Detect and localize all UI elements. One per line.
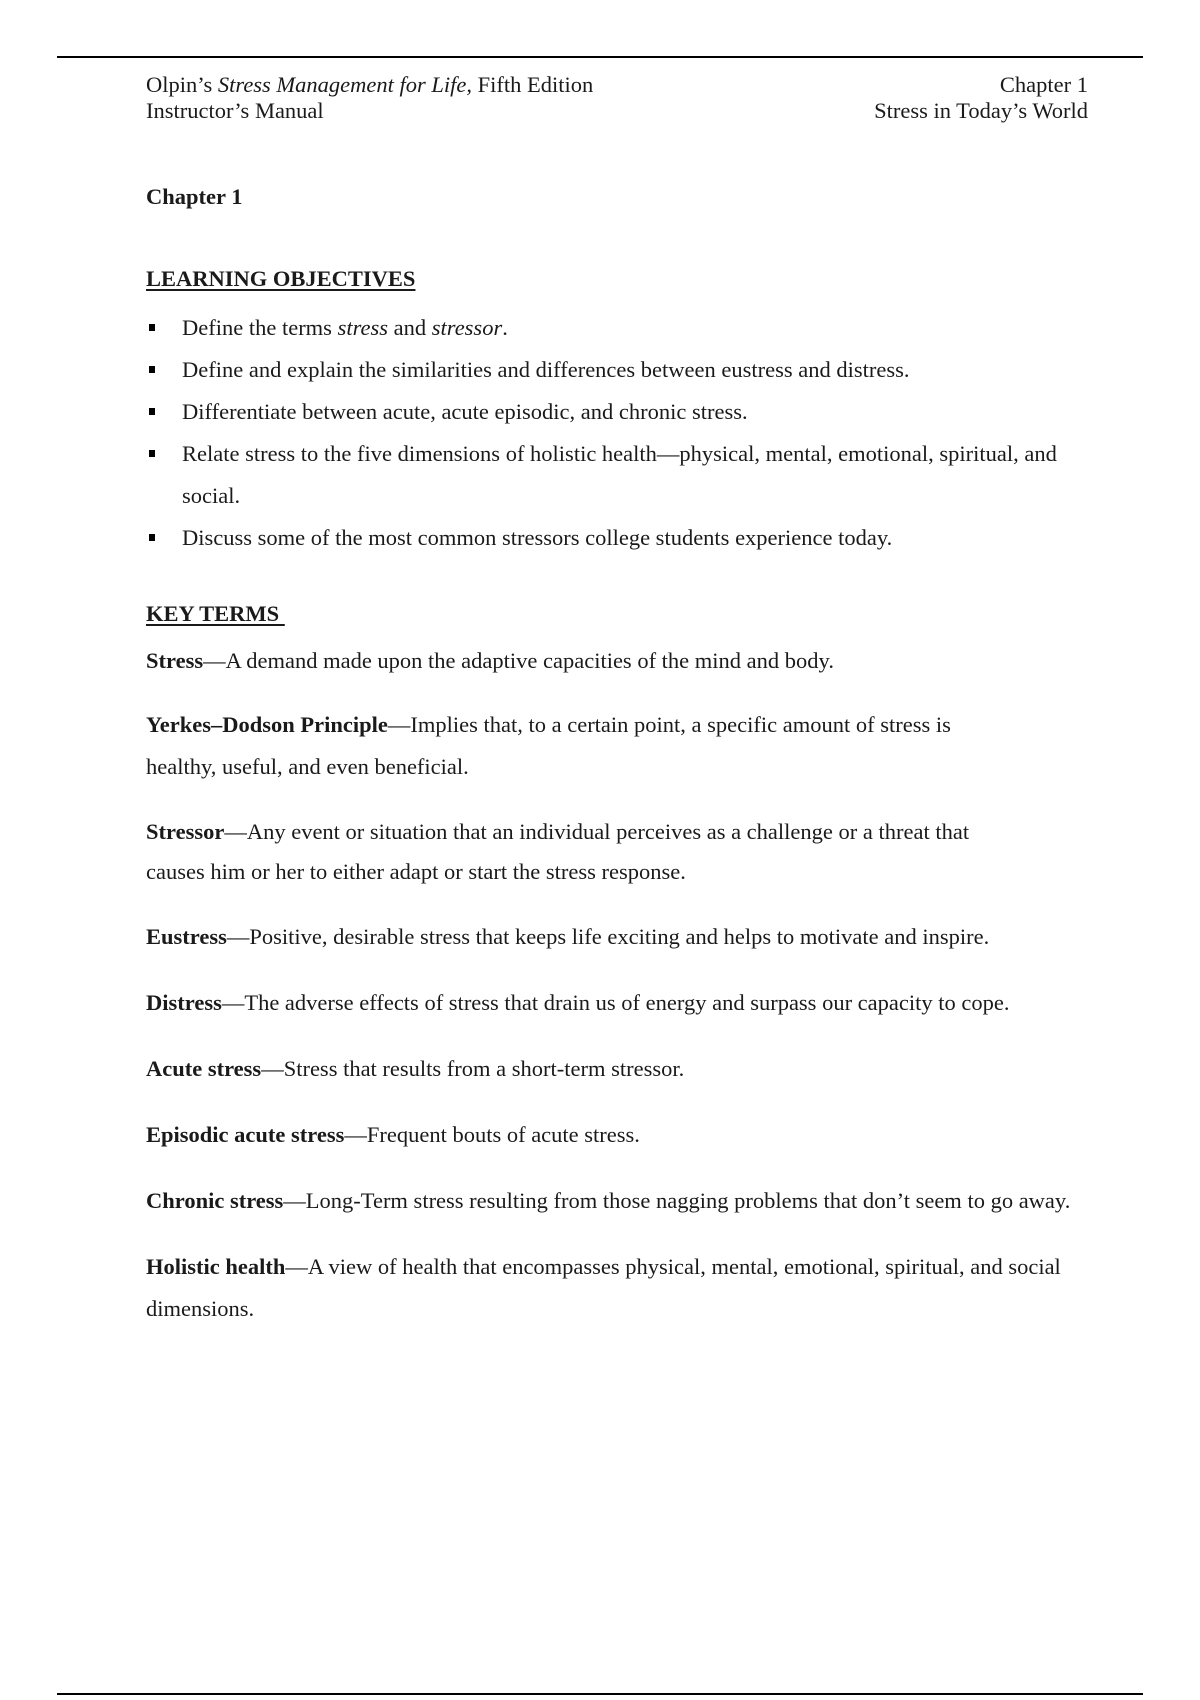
term-name: Acute stress xyxy=(146,1056,262,1081)
term-definition: —Frequent bouts of acute stress. xyxy=(344,1122,640,1147)
term-name: Yerkes–Dodson Principle xyxy=(146,712,388,737)
list-item: Relate stress to the five dimensions of holistic health—physical, mental, emotional, spiritual, and social. xyxy=(146,433,1096,517)
chapter-title: Stress in Today’s World xyxy=(874,98,1088,123)
key-terms-heading: KEY TERMS xyxy=(146,601,285,626)
key-terms-list xyxy=(146,640,1091,1354)
term-entry xyxy=(146,1246,1091,1330)
header-rule xyxy=(57,56,1143,58)
list-item: Define and explain the similarities and differences between eustress and distress. xyxy=(146,349,1096,391)
book-title: Stress Management for Life, xyxy=(217,72,473,97)
chapter-heading: Chapter 1 xyxy=(146,184,243,209)
term-definition: —Positive, desirable stress that keeps life exciting and helps to motivate and inspire. xyxy=(226,924,990,949)
term-entry xyxy=(146,812,1006,892)
term-stressor: stressor xyxy=(431,315,503,340)
term-entry xyxy=(146,704,1026,788)
footer-rule xyxy=(57,1693,1143,1695)
list-item: Differentiate between acute, acute episodic, and chronic stress. xyxy=(146,391,1096,433)
term-definition: —Stress that results from a short-term stressor. xyxy=(261,1056,685,1081)
term-definition: —A demand made upon the adaptive capacities of the mind and body. xyxy=(203,648,834,673)
learning-objectives-heading: LEARNING OBJECTIVES xyxy=(146,266,416,291)
chapter-label: Chapter 1 xyxy=(999,72,1088,97)
running-header xyxy=(146,72,1088,124)
bullet-icon xyxy=(149,324,155,331)
term-name: Distress xyxy=(146,990,222,1015)
learning-objectives-list xyxy=(146,307,1096,559)
bullet-icon xyxy=(149,450,155,457)
term-entry xyxy=(146,640,1091,682)
term-stress: stress xyxy=(337,315,389,340)
term-definition: —A view of health that encompasses physical, mental, emotional, spiritual, and social dimensions. xyxy=(146,1254,1061,1321)
term-name: Chronic stress xyxy=(146,1188,284,1213)
term-entry xyxy=(146,1114,1091,1156)
term-definition: —Long-Term stress resulting from those nagging problems that don’t seem to go away. xyxy=(283,1188,1071,1213)
manual-label: Instructor’s Manual xyxy=(146,98,324,123)
term-name: Episodic acute stress xyxy=(146,1122,345,1147)
list-item: Define the terms stress and stressor. xyxy=(146,307,1096,349)
book-line xyxy=(146,72,593,98)
header-right xyxy=(874,72,1088,124)
term-definition: —The adverse effects of stress that drain us of energy and surpass our capacity to cope. xyxy=(221,990,1010,1015)
term-entry xyxy=(146,1048,1091,1090)
bullet-icon xyxy=(149,408,155,415)
list-item: Discuss some of the most common stressors college students experience today. xyxy=(146,517,1096,559)
term-entry xyxy=(146,1180,1091,1222)
term-name: Stressor xyxy=(146,819,225,844)
edition: Fifth Edition xyxy=(472,72,594,97)
term-name: Stress xyxy=(146,648,204,673)
term-definition: —Implies that, to a certain point, a specific amount of stress is healthy, useful, and even beneficial. xyxy=(146,712,951,779)
author-possessive: Olpin’s xyxy=(146,72,218,97)
term-definition: —Any event or situation that an individual perceives as a challenge or a threat that causes him or her to either adapt or start the stress response. xyxy=(146,819,970,884)
term-name: Eustress xyxy=(146,924,227,949)
term-entry xyxy=(146,982,1091,1024)
header-left xyxy=(146,72,593,124)
term-entry xyxy=(146,916,1091,958)
bullet-icon xyxy=(149,366,155,373)
term-name: Holistic health xyxy=(146,1254,286,1279)
bullet-icon xyxy=(149,534,155,541)
